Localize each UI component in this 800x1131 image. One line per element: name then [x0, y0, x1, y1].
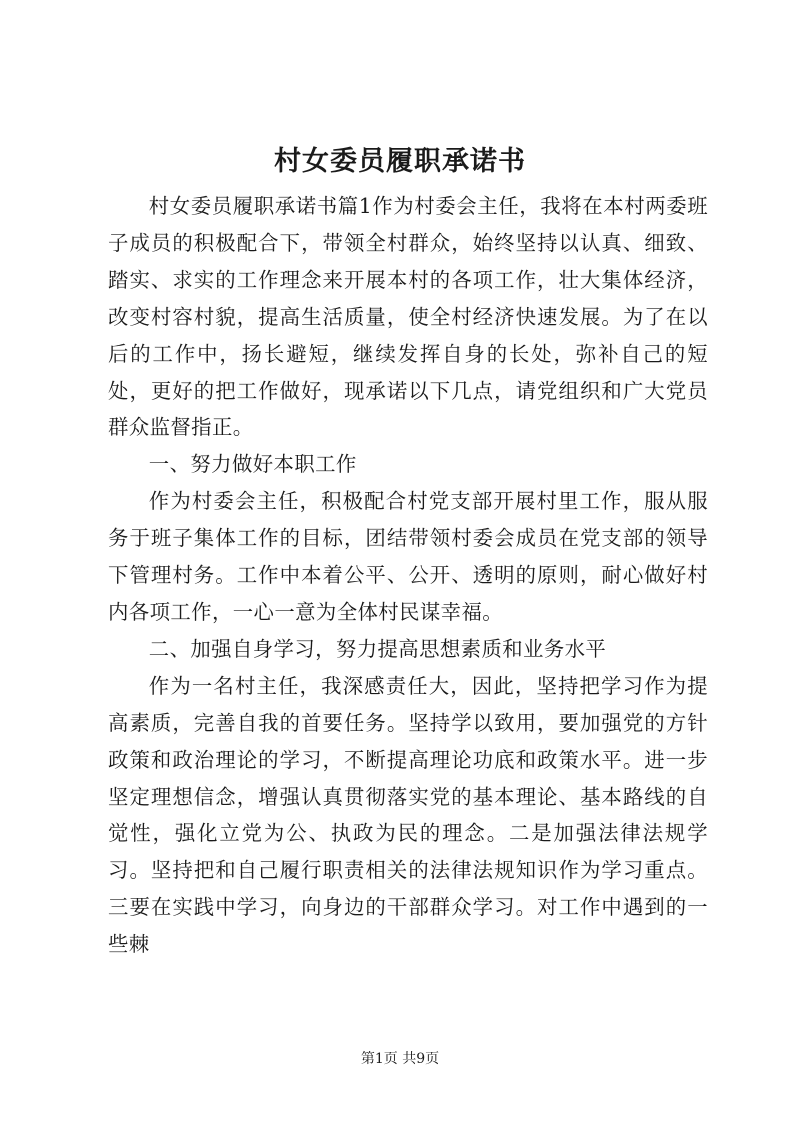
- page-number-footer: 第1页 共9页: [360, 1051, 440, 1067]
- section-heading-2: 二、加强自身学习，努力提高思想素质和业务水平: [148, 636, 607, 661]
- document-body: [108, 188, 708, 963]
- section-heading-1: 一、努力做好本职工作: [148, 452, 357, 477]
- paragraph-intro: 村女委员履职承诺书篇1作为村委会主任，我将在本村两委班子成员的积极配合下，带领全村群众，始终坚持以认真、细致、踏实、求实的工作理念来开展本村的各项工作，壮大集体经济，改变村容村貌，提高生活质量，使全村经济快速发展。为了在以后的工作中，扬长避短，继续发挥自身的长处，弥补自己的短处，更好的把工作做好，现承诺以下几点，请党组织和广大党员群众监督指正。: [108, 194, 708, 440]
- document-title: 村女委员履职承诺书: [274, 146, 526, 177]
- paragraph-section-2: 作为一名村主任，我深感责任大，因此，坚持把学习作为提高素质，完善自我的首要任务。坚持学以致用，要加强党的方针政策和政治理论的学习，不断提高理论功底和政策水平。进一步坚定理想信念，增强认真贯彻落实党的基本理论、基本路线的自觉性，强化立党为公、执政为民的理念。二是加强法律法规学习。坚持把和自己履行职责相关的法律法规知识作为学习重点。三要在实践中学习，向身边的干部群众学习。对工作中遇到的一些棘: [108, 673, 708, 957]
- paragraph-section-1: 作为村委会主任，积极配合村党支部开展村里工作，服从服务于班子集体工作的目标，团结带领村委会成员在党支部的领导下管理村务。工作中本着公平、公开、透明的原则，耐心做好村内各项工作，一心一意为全体村民谋幸福。: [108, 489, 708, 624]
